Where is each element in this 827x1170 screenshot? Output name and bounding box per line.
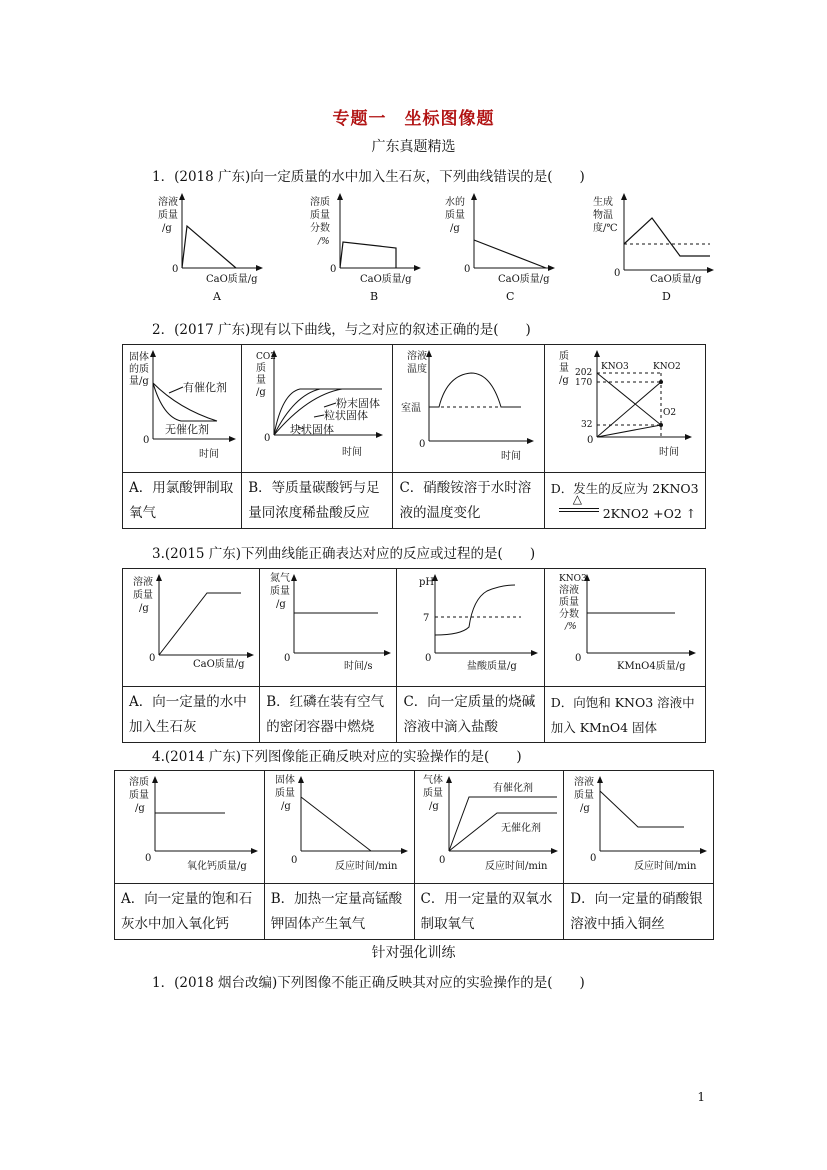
page-number: 1	[697, 1090, 705, 1104]
svg-text:0: 0	[586, 435, 594, 446]
svg-text:粉末固体: 粉末固体	[336, 397, 381, 410]
q3-table	[122, 568, 706, 743]
x-axis-label: CaO质量/g	[650, 274, 702, 285]
svg-text:的质: 的质	[129, 364, 149, 375]
svg-text:溶液: 溶液	[558, 585, 579, 596]
svg-text:CO2: CO2	[256, 352, 277, 362]
graph-letter: C	[506, 290, 515, 303]
svg-text:质量: 质量	[422, 788, 443, 799]
q4-option-a[interactable]: A．向一定量的饱和石 灰水中加入氧化钙	[115, 884, 265, 940]
svg-text:0: 0	[290, 855, 298, 866]
q1-graph-d	[590, 192, 718, 304]
y-axis-label: 度/℃	[593, 223, 618, 234]
svg-text:质量: 质量	[558, 597, 579, 608]
svg-text:202: 202	[574, 368, 592, 378]
q3-option-d[interactable]: D．向饱和 KNO3 溶液中 加入 KMnO4 固体	[544, 687, 705, 743]
svg-text:0: 0	[425, 653, 432, 664]
curve	[597, 373, 661, 425]
svg-text:0: 0	[149, 653, 156, 664]
y-axis-label: 质量	[158, 210, 178, 221]
svg-text:氮气: 氮气	[270, 573, 291, 584]
svg-text:/g: /g	[139, 603, 149, 614]
question-2-stem: 2．(2017 广东)现有以下曲线，与之对应的叙述正确的是( )	[152, 322, 531, 338]
svg-text:CaO质量/g: CaO质量/g	[193, 659, 245, 670]
svg-text:O2: O2	[662, 408, 676, 418]
svg-text:/%: /%	[564, 622, 577, 632]
svg-text:/g: /g	[428, 801, 439, 812]
svg-text:质量: 质量	[133, 590, 153, 601]
svg-text:粒状固体: 粒状固体	[324, 409, 369, 422]
svg-text:溶液: 溶液	[133, 577, 153, 588]
q1-graph-a	[150, 192, 275, 304]
svg-text:质量: 质量	[270, 586, 291, 597]
q1-graph-b	[308, 192, 433, 304]
q2-graph-d	[545, 345, 705, 468]
svg-text:固体: 固体	[274, 775, 295, 786]
y-axis-label: /g	[450, 223, 460, 234]
svg-text:/g: /g	[276, 599, 287, 610]
q3-option-a[interactable]: A．向一定量的水中 加入生石灰	[123, 687, 260, 743]
section-heading: 广东真题精选	[371, 139, 456, 155]
svg-text:反应时间/min: 反应时间/min	[484, 861, 547, 872]
y-axis-label: 溶液	[158, 197, 178, 208]
svg-text:分数: 分数	[558, 609, 579, 620]
q3-graph-a	[123, 569, 259, 682]
svg-text:室温: 室温	[401, 403, 422, 414]
page-title: 专题一 坐标图像题	[332, 109, 495, 129]
svg-text:0: 0	[574, 653, 582, 664]
svg-text:反应时间/min: 反应时间/min	[634, 861, 697, 872]
y-axis-label: 水的	[445, 197, 465, 208]
origin-label: 0	[464, 264, 471, 275]
svg-text:盐酸质量/g: 盐酸质量/g	[467, 661, 518, 672]
curve	[624, 218, 710, 256]
svg-text:/g: /g	[280, 801, 291, 812]
x-axis-label: CaO质量/g	[206, 274, 258, 285]
q2-option-b[interactable]: B．等质量碳酸钙与足 量同浓度稀盐酸反应	[242, 473, 393, 529]
curve	[597, 382, 661, 437]
svg-text:/g: /g	[256, 387, 266, 398]
origin-label: 0	[172, 264, 179, 275]
svg-text:氧化钙质量/g: 氧化钙质量/g	[187, 861, 247, 872]
svg-text:KNO3: KNO3	[558, 574, 587, 584]
svg-text:质: 质	[256, 363, 267, 374]
svg-text:溶液: 溶液	[407, 351, 428, 362]
svg-text:KNO2: KNO2	[652, 362, 681, 372]
svg-text:pH: pH	[419, 577, 435, 588]
svg-text:质量: 质量	[274, 788, 295, 799]
x-axis-label: CaO质量/g	[360, 274, 412, 285]
svg-text:无催化剂: 无催化剂	[500, 823, 541, 834]
curve	[600, 791, 684, 827]
origin-label: 0	[330, 264, 337, 275]
curve	[159, 593, 241, 655]
svg-text:时间: 时间	[342, 447, 363, 458]
graph-letter: B	[370, 290, 379, 303]
q4-graph-b	[265, 771, 413, 879]
q3-option-b[interactable]: B．红磷在装有空气 的密闭容器中燃烧	[260, 687, 397, 743]
y-axis-label: 质量	[445, 210, 465, 221]
svg-text:时间: 时间	[658, 447, 679, 458]
q3-graph-b	[260, 569, 396, 682]
svg-text:量: 量	[256, 375, 267, 386]
svg-text:块状固体: 块状固体	[290, 423, 335, 436]
graph-letter: A	[213, 290, 221, 303]
y-axis-label: 分数	[310, 223, 330, 234]
q3-graph-c	[397, 569, 543, 682]
q4-graph-c	[415, 771, 563, 879]
svg-text:量: 量	[558, 363, 569, 374]
q2-option-a[interactable]: A．用氯酸钾制取 氧气	[123, 473, 242, 529]
y-axis-label: 生成	[593, 197, 613, 208]
svg-text:温度: 温度	[407, 364, 428, 375]
section-heading-training: 针对强化训练	[371, 945, 456, 961]
y-axis-label: 物温	[593, 210, 613, 221]
svg-text:0: 0	[145, 853, 152, 864]
question-1-stem: 1．(2018 广东)向一定质量的水中加入生石灰，下列曲线错误的是( )	[152, 169, 585, 185]
q4-option-c[interactable]: C．用一定量的双氧水 制取氧气	[414, 884, 564, 940]
svg-text:170: 170	[574, 378, 592, 388]
svg-text:0: 0	[590, 853, 597, 864]
svg-text:气体: 气体	[422, 775, 443, 786]
curve	[182, 226, 236, 268]
graph-letter: D	[662, 290, 671, 303]
svg-text:时间/s: 时间/s	[344, 661, 373, 672]
svg-text:KMnO4质量/g: KMnO4质量/g	[616, 661, 686, 672]
svg-text:0: 0	[438, 855, 445, 866]
svg-text:固体: 固体	[129, 352, 149, 363]
svg-text:质量: 质量	[574, 790, 595, 801]
origin-label: 0	[614, 268, 621, 279]
y-axis-label: 质量	[310, 210, 330, 221]
svg-text:时间: 时间	[501, 451, 522, 462]
question-4-stem: 4.(2014 广东)下列图像能正确反映对应的实验操作的是( )	[152, 749, 522, 765]
q2-option-c[interactable]: C．硝酸铵溶于水时溶 液的温度变化	[393, 473, 544, 529]
y-axis-label: /%	[318, 237, 330, 247]
y-axis-label: /g	[162, 223, 172, 234]
q4-graph-d	[564, 771, 712, 879]
training-question-1-stem: 1．(2018 烟台改编)下列图像不能正确反映其对应的实验操作的是( )	[152, 975, 585, 991]
question-3-stem: 3.(2015 广东)下列曲线能正确表达对应的反应或过程的是( )	[152, 546, 536, 562]
svg-text:/g: /g	[135, 803, 145, 814]
svg-text:7: 7	[423, 613, 430, 624]
curve	[301, 797, 371, 851]
svg-text:KNO3: KNO3	[600, 362, 629, 372]
svg-text:0: 0	[143, 435, 150, 446]
svg-text:质量: 质量	[129, 790, 149, 801]
svg-text:0: 0	[419, 439, 426, 450]
svg-text:32: 32	[580, 420, 593, 430]
curve	[597, 425, 661, 437]
q4-option-b[interactable]: B．加热一定量高锰酸 钾固体产生氧气	[264, 884, 414, 940]
heat-symbol: △	[572, 492, 582, 506]
q3-graph-d	[545, 569, 705, 682]
svg-text:时间: 时间	[199, 449, 219, 460]
curve	[474, 240, 546, 268]
q2-graph-a	[123, 345, 241, 468]
svg-text:反应时间/min: 反应时间/min	[334, 861, 398, 872]
svg-text:质: 质	[558, 351, 569, 362]
y-axis-label: 溶质	[310, 197, 330, 208]
q4-option-d[interactable]: D．向一定量的硝酸银 溶液中插入铜丝	[564, 884, 714, 940]
q1-graph-c	[442, 192, 567, 304]
curve	[340, 242, 396, 268]
q2-graph-b	[242, 345, 392, 468]
q2-graph-c	[393, 345, 543, 468]
svg-text:/g: /g	[558, 375, 569, 386]
q4-graph-a	[115, 771, 263, 879]
svg-text:/g: /g	[580, 803, 591, 814]
q4-table	[114, 770, 714, 940]
svg-text:0: 0	[284, 653, 291, 664]
svg-text:溶质: 溶质	[129, 777, 149, 788]
curve	[429, 373, 521, 407]
svg-text:无催化剂: 无催化剂	[165, 423, 209, 436]
x-axis-label: CaO质量/g	[498, 274, 550, 285]
svg-text:有催化剂: 有催化剂	[492, 783, 533, 794]
q3-option-c[interactable]: C．向一定质量的烧碱 溶液中滴入盐酸	[397, 687, 544, 743]
svg-text:溶液: 溶液	[574, 777, 595, 788]
q2-option-d[interactable]: D．发生的反应为 2KNO3 △ 2KNO2 +O2 ↑	[544, 473, 705, 529]
curve	[435, 585, 515, 635]
svg-text:量/g: 量/g	[129, 376, 149, 387]
svg-text:有催化剂: 有催化剂	[183, 381, 227, 394]
svg-text:0: 0	[264, 433, 271, 444]
q2-table	[122, 344, 706, 529]
